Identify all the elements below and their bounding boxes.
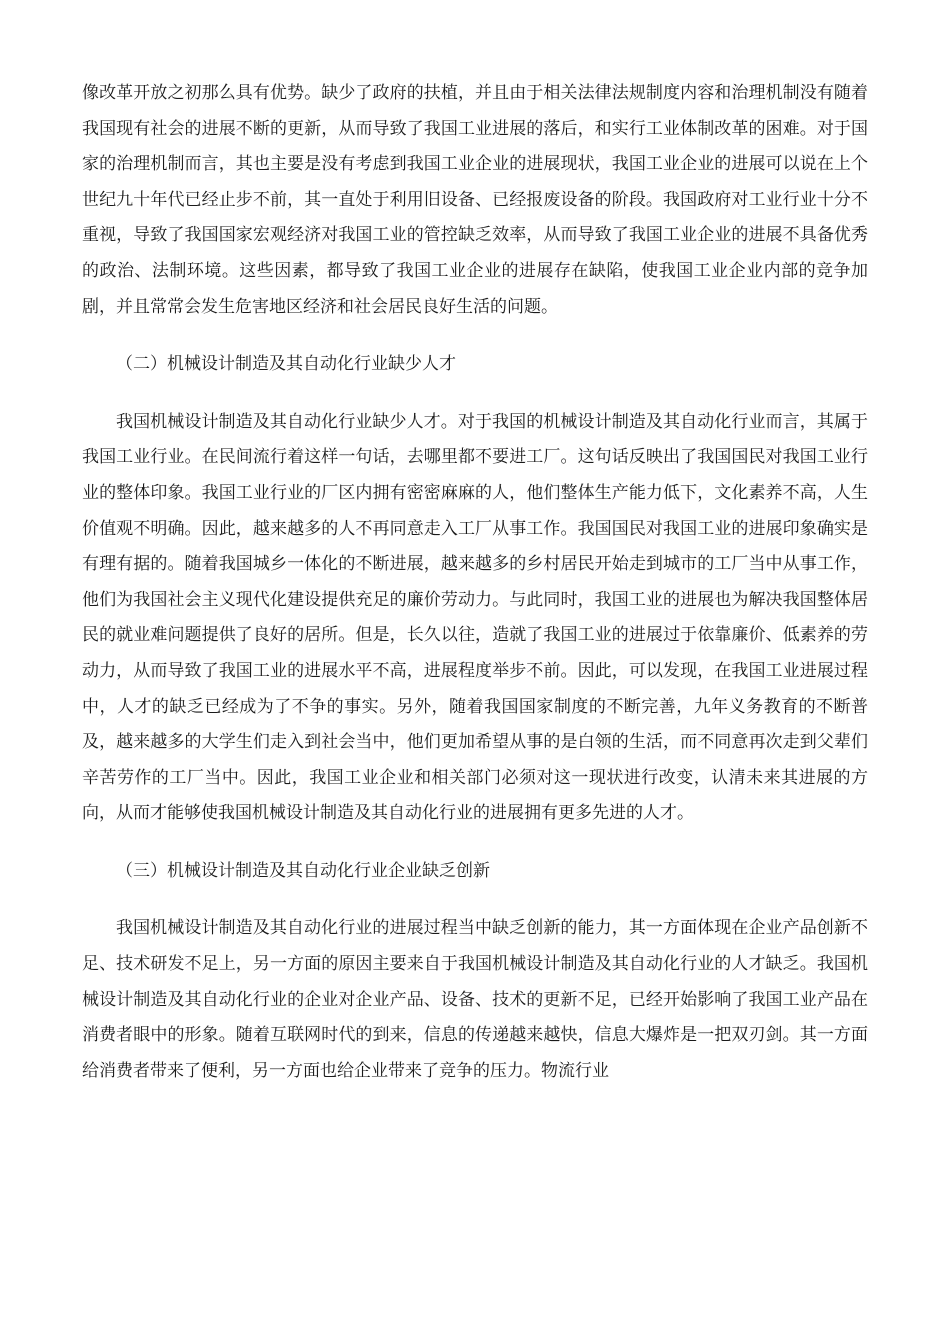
- document-page: [82, 76, 868, 1089]
- paragraph-talent: 我国机械设计制造及其自动化行业缺少人才。对于我国的机械设计制造及其自动化行业而言，其属于我国工业行业。在民间流行着这样一句话，去哪里都不要进工厂。这句话反映出了我国国民对我国工业行业的整体印象。我国工业行业的厂区内拥有密密麻麻的人，他们整体生产能力低下，文化素养不高，人生价值观不明确。因此，越来越多的人不再同意走入工厂从事工作。我国国民对我国工业的进展印象确实是有理有据的。随着我国城乡一体化的不断进展，越来越多的乡村居民开始走到城市的工厂当中从事工作，他们为我国社会主义现代化建设提供充足的廉价劳动力。与此同时，我国工业的进展也为解决我国整体居民的就业难问题提供了良好的居所。但是，长久以往，造就了我国工业的进展过于依靠廉价、低素养的劳动力，从而导致了我国工业的进展水平不高，进展程度举步不前。因此，可以发现，在我国工业进展过程中，人才的缺乏已经成为了不争的事实。另外，随着我国国家制度的不断完善，九年义务教育的不断普及，越来越多的大学生们走入到社会当中，他们更加希望从事的是白领的生活，而不同意再次走到父辈们辛苦劳作的工厂当中。因此，我国工业企业和相关部门必须对这一现状进行改变，认清未来其进展的方向，从而才能够使我国机械设计制造及其自动化行业的进展拥有更多先进的人才。: [82, 411, 868, 824]
- section-heading-innovation: （三）机械设计制造及其自动化行业企业缺乏创新: [116, 860, 490, 881]
- section-heading-talent: （二）机械设计制造及其自动化行业缺少人才: [116, 354, 456, 375]
- paragraph-continuation: 像改革开放之初那么具有优势。缺少了政府的扶植，并且由于相关法律法规制度内容和治理机制没有随着我国现有社会的进展不断的更新，从而导致了我国工业进展的落后，和实行工业体制改革的困难。对于国家的治理机制而言，其也主要是没有考虑到我国工业企业的进展现状，我国工业企业的进展可以说在上个世纪九十年代已经止步不前，其一直处于利用旧设备、已经报废设备的阶段。我国政府对工业行业十分不重视，导致了我国国家宏观经济对我国工业的管控缺乏效率，从而导致了我国工业企业的进展不具备优秀的政治、法制环境。这些因素，都导致了我国工业企业的进展存在缺陷，使我国工业企业内部的竞争加剧，并且常常会发生危害地区经济和社会居民良好生活的问题。: [82, 83, 868, 317]
- paragraph-innovation: 我国机械设计制造及其自动化行业的进展过程当中缺乏创新的能力，其一方面体现在企业产品创新不足、技术研发不足上，另一方面的原因主要来自于我国机械设计制造及其自动化行业的人才缺乏。我国机械设计制造及其自动化行业的企业对企业产品、设备、技术的更新不足，已经开始影响了我国工业产品在消费者眼中的形象。随着互联网时代的到来，信息的传递越来越快，信息大爆炸是一把双刃剑。其一方面给消费者带来了便利，另一方面也给企业带来了竞争的压力。物流行业: [82, 918, 868, 1081]
